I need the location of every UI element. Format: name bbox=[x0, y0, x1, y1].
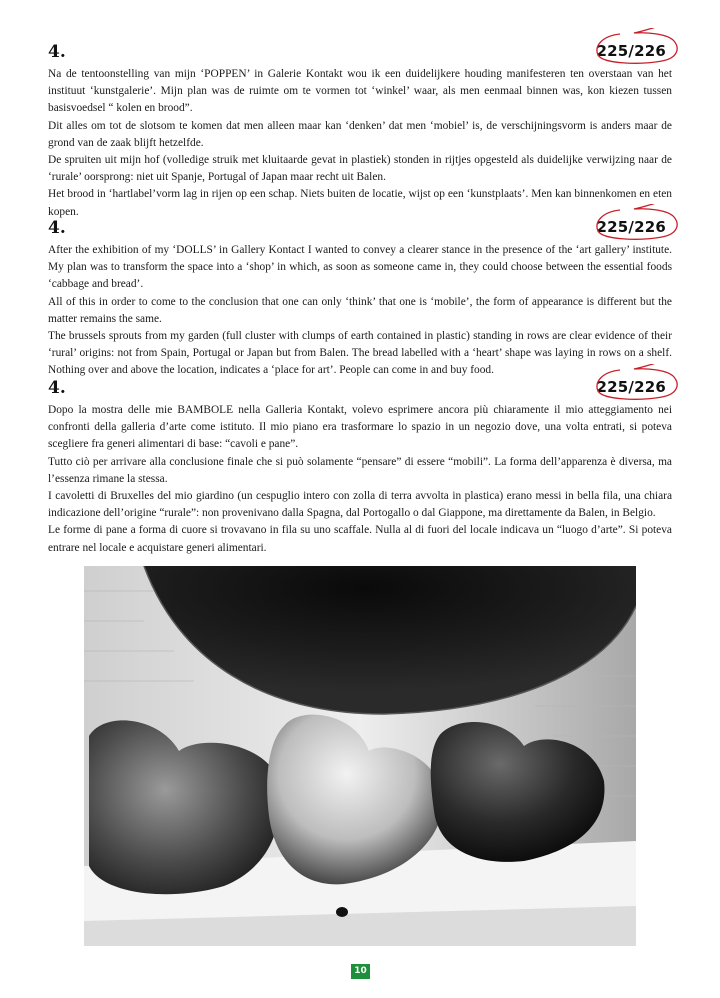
section-header bbox=[48, 212, 672, 242]
section-number: 4. bbox=[48, 218, 66, 238]
paragraph: Le forme di pane a forma di cuore si trovavano in fila su uno scaffale. Nulla al di fuori del locale indicava un “luogo d’arte”. Si poteva entrare nel locale e acquistare generi alimentari. bbox=[48, 524, 672, 554]
bread-photograph bbox=[84, 566, 636, 946]
reference-number: 225/226 bbox=[596, 218, 666, 236]
paragraph: All of this in order to come to the conclusion that one can only ‘think’ that one is ‘mobile’, the form of appearance is different but the matter remains the same. bbox=[48, 295, 672, 325]
reference-number: 225/226 bbox=[596, 378, 666, 396]
section-english bbox=[48, 212, 672, 380]
section-header bbox=[48, 36, 672, 66]
paragraph: After the exhibition of my ‘DOLLS’ in Gallery Kontact I wanted to convey a clearer stance in the presence of the ‘art gallery’ institute. My plan was to transform the space into a ‘shop’ in which, as soon as someone came in, they could choose between the essential foods ‘cabbage and bread’. bbox=[48, 244, 672, 291]
section-number: 4. bbox=[48, 378, 66, 398]
paragraph: The brussels sprouts from my garden (full cluster with clumps of earth contained in plastic) standing in rows are clear evidence of their ‘rural’ origins: not from Spain, Portugal or Japan but from Balen. The bread labelled with a ‘heart’ shape was laying in rows on a shelf. Nothing over and above the location, indicates a ‘place for art’. People can come in and buy food. bbox=[48, 330, 672, 377]
page-number-badge: 10 bbox=[351, 964, 370, 979]
paragraph: I cavoletti di Bruxelles del mio giardino (un cespuglio intero con zolla di terra avvolta in plastica) erano messi in bella fila, una chiara indicazione dell’origine “rurale”: non provenivano dalla Spagna, dal Portogallo o dal Giappone, ma direttamente da Balen, in Belgio. bbox=[48, 490, 672, 520]
section-header bbox=[48, 372, 672, 402]
photo-illustration bbox=[84, 566, 636, 946]
reference-number: 225/226 bbox=[596, 42, 666, 60]
paragraph: Het brood in ‘hartlabel’vorm lag in rijen op een schap. Niets buiten de locatie, wijst op een ‘kunstplaats’. Men kan binnenkomen en eten kopen. bbox=[48, 188, 672, 218]
paragraph: Tutto ciò per arrivare alla conclusione finale che si può solamente “pensare” di essere “mobili”. La forma dell’apparenza è diversa, ma l’essenza rimane la stessa. bbox=[48, 455, 672, 485]
paragraph: Dopo la mostra delle mie BAMBOLE nella Galleria Kontakt, volevo esprimere ancora più chiaramente il mio atteggiamento nei confronti della galleria d’arte come istituto. Il mio piano era trasformare lo spazio in un negozio dove, una volta entrati, si poteva scegliere fra generi alimentari di base: “cavoli e pane”. bbox=[48, 404, 672, 451]
section-number: 4. bbox=[48, 42, 66, 62]
section-dutch bbox=[48, 36, 672, 221]
paragraph: Dit alles om tot de slotsom te komen dat men alleen maar kan ‘denken’ dat men ‘mobiel’ is, de verschijningsvorm is anders maar de grond van de zaak blijft hetzelfde. bbox=[48, 119, 672, 149]
paragraph: Na de tentoonstelling van mijn ‘POPPEN’ in Galerie Kontakt wou ik een duidelijkere houding manifesteren ten overstaan van het instituut ‘kunstgalerie’. Mijn plan was de ruimte om te vormen tot ‘winkel’ waar, als men eenmaal binnen was, kon kiezen tussen basisvoedsel “ kolen en brood”. bbox=[48, 68, 672, 115]
paragraph: De spruiten uit mijn hof (volledige struik met kluitaarde gevat in plastiek) stonden in rijtjes opgesteld als duidelijke verwijzing naar de ‘rurale’ oorsprong: niet uit Spanje, Portugal of Japan maar recht uit Balen. bbox=[48, 154, 672, 184]
section-italian bbox=[48, 372, 672, 557]
